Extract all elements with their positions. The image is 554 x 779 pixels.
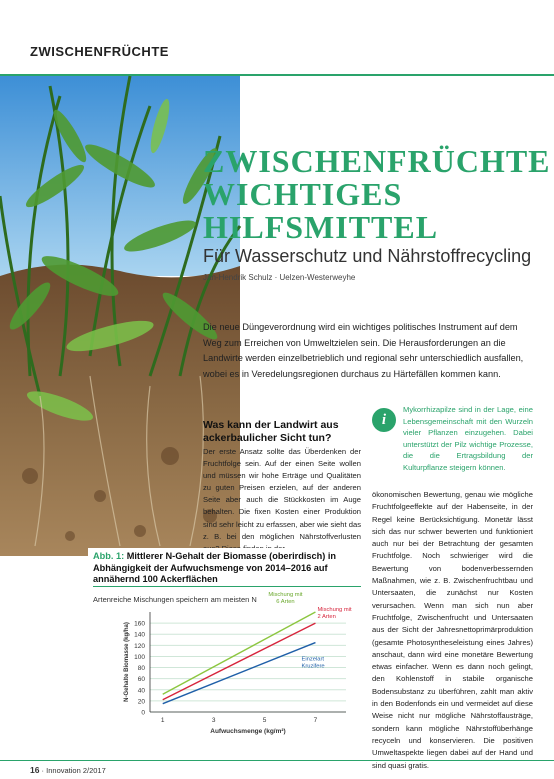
figure-subcaption: Artenreiche Mischungen speichern am meisten N — [93, 595, 257, 604]
series-label: Mischung mit — [317, 607, 352, 614]
y-tick-label: 160 — [134, 620, 145, 628]
question-heading: Was kann der Landwirt aus ackerbaulicher Sicht tun? — [203, 419, 339, 444]
title-line: ZWISCHENFRÜCHTE — [203, 143, 551, 179]
footer: 16 · Innovation 2/2017 — [30, 765, 106, 775]
series-label: Einzelart — [301, 656, 325, 663]
lead-paragraph: Die neue Düngeverordnung wird ein wichtiges politisches Instrument auf dem Weg zum Erreichen von Umweltzielen sein. Die Herausforderungen an die Landwirte werden einzelbetrieblich und regional sehr unterschiedlich ausfallen, wobei es in Veredelungsregionen durchaus zu Härtefällen kommen kann. — [203, 322, 524, 379]
figure-rule — [93, 586, 361, 587]
series-line — [163, 612, 316, 694]
x-tick-label: 5 — [262, 717, 267, 724]
body-column-1: Der erste Ansatz sollte das Überdenken der Fruchtfolge sein. Auf der einen Seite wollen und müssen wir hohe Erträge und Qualitäten zu guten Preisen erzielen, auf der anderen Seite aber auch die Stückkosten im Auge behalten. Die fixen Kosten einer Produktion sind sehr leicht zu erfassen, aber wie sieht das z. B. bei den möglichen Nährstoffverlusten — [203, 447, 361, 541]
title-line: WICHTIGES — [203, 176, 403, 212]
title-line: HILFSMITTEL — [203, 209, 439, 245]
y-tick-label: 100 — [134, 653, 145, 661]
article-subtitle: Für Wasserschutz und Nährstoffrecycling — [203, 246, 532, 266]
author-line: Jan-Hendrik Schulz · Uelzen-Westerweyhe — [203, 273, 356, 282]
figure-caption — [93, 551, 361, 586]
x-tick-label: 7 — [313, 717, 318, 724]
y-tick-label: 0 — [141, 709, 145, 717]
section-heading: ZWISCHENFRÜCHTE — [30, 44, 169, 59]
info-box-text: Mykorrhizapilze sind in der Lage, eine Lebensgemeinschaft mit den Wurzeln vieler Pflanzen einzugehen. Dabei unterstützt der Pilz wichtige Prozesse, die die Ertragsbildung der Kulturpflanze steigern können. — [403, 405, 533, 472]
y-tick-label: 80 — [137, 665, 145, 673]
y-tick-label: 60 — [137, 676, 145, 684]
issue-label: Innovation 2/2017 — [46, 766, 106, 775]
body-column-2: ökonomischen Bewertung, genau wie mögliche Fruchtfolgeeffekte auf der Habenseite, in der Regel keine Berücksichtigung. Monetär lässt sich das nur schwer bewerten und funktioniert auch nur bei der Betrachtung der gesamten Fruchtfolge. Noch schwieriger wird die Bewertung von bodenverbessernden Maßnahmen, wie z. B. Zwischenfruchtbau und Untersaaten, die zunächst nur Kosten verursachen. Wenn man sich nun aber Fruchtfolge, Zwischenfrucht und Untersaaten aus der Sicht der Jahresnettoprimärproduktion (gesamte Photosyntheseleistung eines Jahres) anschaut, dann wird eine monetäre Bewertung etwas einfacher. Wenn es dann noch gelingt, den Kohlenstoff in stabile organische Bodensubstanz zu überführen, zahlt man aktiv in den Bodenfonds ein und vermeidet auf diese Weise nicht nur mögliche Nährstoffausträge, sondern kann mögliche Nährstoffüberhänge recyceln und konservieren. Die positiven Umweltaspekte liegen dabei auf der Hand und sind quasi gratis. — [372, 490, 533, 770]
info-icon: i — [372, 408, 396, 432]
y-axis-label: N-Gehalte Biomasse (kg/ha) — [124, 622, 130, 702]
x-tick-label: 1 — [160, 717, 165, 724]
y-tick-label: 120 — [134, 642, 145, 650]
y-tick-label: 20 — [137, 698, 145, 706]
figure-caption-text: Mittlerer N-Gehalt der Biomasse (oberirdisch) in Abhängigkeit der Aufwuchsmenge von 2014–2016 auf annähernd 100 Ackerflächen — [93, 551, 337, 584]
footer-rule — [0, 760, 554, 761]
y-tick-label: 40 — [137, 687, 145, 695]
series-line — [163, 643, 316, 704]
series-label: 6 Arten — [276, 599, 295, 605]
y-tick-label: 140 — [134, 631, 145, 639]
series-label: Kruzifere — [301, 663, 325, 670]
page-number: 16 — [30, 765, 40, 775]
figure-label: Abb. 1: — [93, 551, 125, 561]
figure-box — [88, 548, 365, 748]
series-label: Mischung mit — [268, 592, 303, 598]
series-label: 2 Arten — [317, 614, 336, 621]
x-tick-label: 3 — [211, 717, 216, 724]
x-axis-label: Aufwuchsmenge (kg/m²) — [210, 728, 286, 735]
article-title — [203, 143, 551, 245]
